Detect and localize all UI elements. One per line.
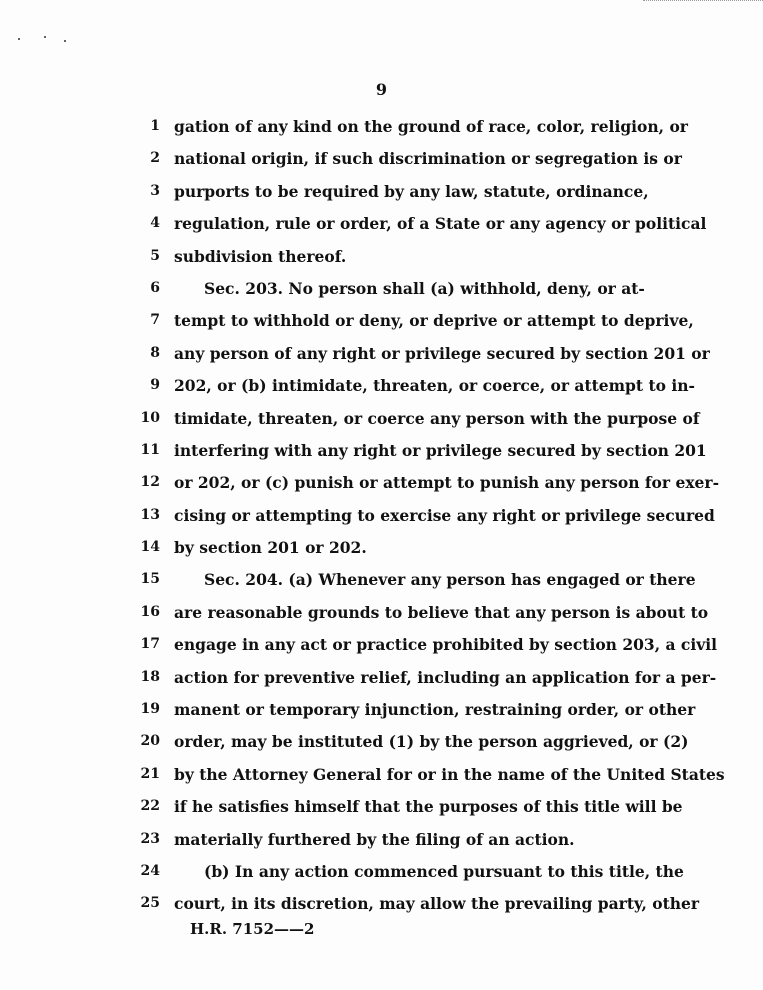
text-line xyxy=(0,310,763,342)
text-line xyxy=(0,408,763,440)
line-text: court, in its discretion, may allow the prevailing party, other xyxy=(174,894,700,914)
line-number: 17 xyxy=(140,636,160,653)
line-number: 4 xyxy=(150,215,160,232)
line-text: or 202, or (c) punish or attempt to punish any person for exer- xyxy=(174,473,720,493)
text-line xyxy=(0,569,763,601)
text-line xyxy=(0,343,763,375)
text-line xyxy=(0,634,763,666)
line-text: regulation, rule or order, of a State or any agency or political xyxy=(174,214,707,234)
line-text: if he satisfies himself that the purposes of this title will be xyxy=(174,797,683,817)
line-number: 1 xyxy=(150,118,160,134)
text-line xyxy=(0,829,763,861)
line-text: (b) In any action commenced pursuant to this title, the xyxy=(204,861,684,881)
line-text: subdivision thereof. xyxy=(174,246,347,266)
scan-speck xyxy=(44,36,46,38)
line-number: 13 xyxy=(140,506,160,523)
line-text: Sec. 204. (a) Whenever any person has engaged or there xyxy=(204,570,696,590)
scan-speck xyxy=(64,40,66,42)
line-text: Sec. 203. No person shall (a) withhold, deny, or at- xyxy=(204,278,645,298)
text-line xyxy=(0,278,763,310)
text-line xyxy=(0,699,763,731)
line-number: 12 xyxy=(140,474,160,491)
text-line xyxy=(0,116,763,148)
line-number: 10 xyxy=(140,409,160,426)
line-number: 19 xyxy=(140,701,160,718)
line-number: 18 xyxy=(140,668,160,685)
page-number: 9 xyxy=(375,80,388,99)
text-line xyxy=(0,472,763,504)
line-number: 9 xyxy=(150,377,160,394)
line-text: manent or temporary injunction, restraining order, or other xyxy=(174,700,696,720)
line-text: timidate, threaten, or coerce any person with the purpose of xyxy=(174,408,700,428)
line-text: 202, or (b) intimidate, threaten, or coerce, or attempt to in- xyxy=(174,376,695,396)
line-number: 25 xyxy=(140,895,160,912)
line-text: tempt to withhold or deny, or deprive or attempt to deprive, xyxy=(174,311,694,331)
line-number: 23 xyxy=(140,830,160,847)
text-line xyxy=(0,764,763,796)
line-number: 21 xyxy=(140,765,160,782)
text-line xyxy=(0,181,763,213)
line-text: action for preventive relief, including an application for a per- xyxy=(174,667,717,687)
line-number: 6 xyxy=(150,279,160,296)
line-text: by section 201 or 202. xyxy=(174,538,367,558)
text-body xyxy=(0,116,763,926)
line-number: 5 xyxy=(150,247,160,264)
line-number: 8 xyxy=(150,344,160,361)
line-number: 20 xyxy=(140,733,160,750)
line-text: purports to be required by any law, statute, ordinance, xyxy=(174,181,649,201)
line-text: interfering with any right or privilege secured by section 201 xyxy=(174,440,707,460)
line-text: by the Attorney General for or in the name of the United States xyxy=(174,764,725,784)
text-line xyxy=(0,796,763,828)
line-number: 22 xyxy=(140,798,160,815)
text-line xyxy=(0,602,763,634)
line-number: 24 xyxy=(140,862,160,879)
line-number: 2 xyxy=(150,150,160,167)
text-line xyxy=(0,148,763,180)
line-text: engage in any act or practice prohibited by section 203, a civil xyxy=(174,635,718,655)
scan-speck xyxy=(18,38,20,40)
bill-footer: H.R. 7152——2 xyxy=(190,920,315,938)
line-text: gation of any kind on the ground of race, color, religion, or xyxy=(174,117,688,136)
line-text: materially furthered by the filing of an action. xyxy=(174,829,575,849)
line-text: national origin, if such discrimination or segregation is or xyxy=(174,149,682,169)
line-text: cising or attempting to exercise any right or privilege secured xyxy=(174,505,715,525)
text-line xyxy=(0,246,763,278)
text-line xyxy=(0,667,763,699)
text-line xyxy=(0,861,763,893)
text-line xyxy=(0,537,763,569)
line-text: are reasonable grounds to believe that any person is about to xyxy=(174,602,709,622)
text-line xyxy=(0,731,763,763)
line-text: order, may be instituted (1) by the person aggrieved, or (2) xyxy=(174,732,689,752)
text-line xyxy=(0,893,763,925)
text-line xyxy=(0,505,763,537)
scan-edge-mark xyxy=(643,0,763,1)
line-number: 14 xyxy=(140,539,160,556)
text-line xyxy=(0,213,763,245)
line-number: 15 xyxy=(140,571,160,588)
line-number: 7 xyxy=(150,312,160,329)
text-line xyxy=(0,375,763,407)
line-number: 16 xyxy=(140,603,160,620)
line-number: 3 xyxy=(150,182,160,199)
text-line xyxy=(0,440,763,472)
line-text: any person of any right or privilege secured by section 201 or xyxy=(174,343,710,363)
line-number: 11 xyxy=(140,441,160,458)
